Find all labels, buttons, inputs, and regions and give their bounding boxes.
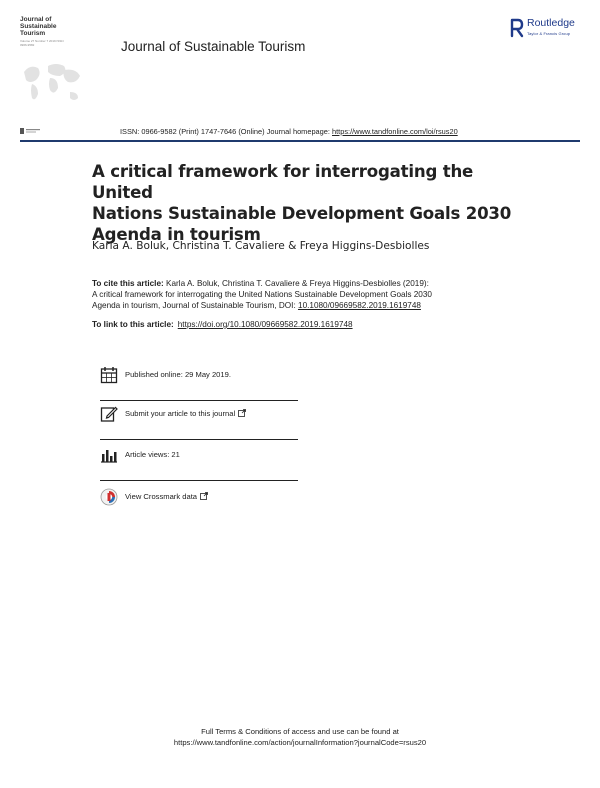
citation-line: A critical framework for interrogating the United Nations Sustainable Development Goals 2030 (92, 290, 432, 299)
terms-footer-line: Full Terms & Conditions of access and use can be found at (201, 727, 399, 736)
article-title-line: A critical framework for interrogating the United (92, 162, 474, 202)
publisher-tagline: Taylor & Francis Group (527, 31, 571, 36)
cover-title-line: Sustainable (20, 23, 57, 30)
bar-chart-icon (100, 446, 118, 464)
citation-block (92, 278, 512, 311)
citation-text: Karla A. Boluk, Christina T. Cavaliere & Freya Higgins-Desbiolles (2019): (163, 279, 429, 288)
citation-line (92, 278, 512, 289)
routledge-logo-icon (510, 18, 524, 38)
header-divider (20, 140, 580, 142)
world-map-image (20, 54, 84, 110)
external-link-icon (200, 492, 208, 500)
doi-link[interactable]: 10.1080/09669582.2019.1619748 (298, 301, 421, 310)
crossmark-row[interactable] (100, 488, 298, 522)
citation-label: To cite this article: (92, 279, 164, 288)
cover-title-line: Tourism (20, 30, 46, 37)
terms-footer-url[interactable]: https://www.tandfonline.com/action/journalInformation?journalCode=rsus20 (173, 738, 427, 747)
cover-subtitle: Volume 27 Number 7 2019 ISSN 0966-9582 (20, 39, 64, 47)
published-online-text: Published online: 29 May 2019. (125, 370, 231, 379)
submit-article-label: Submit your article to this journal (125, 409, 236, 418)
article-views-text: Article views: 21 (125, 450, 180, 459)
calendar-icon (100, 366, 118, 384)
crossmark-icon (100, 488, 118, 506)
publisher-name: Routledge (527, 17, 575, 29)
issn-text: ISSN: 0966-9582 (Print) 1747-7646 (Online) Journal homepage: (120, 127, 332, 136)
article-title-line: Agenda in tourism (92, 225, 261, 244)
journal-homepage-link[interactable]: https://www.tandfonline.com/loi/rsus20 (332, 127, 458, 136)
journal-name: Journal of Sustainable Tourism (121, 39, 306, 54)
article-doi-url-link[interactable]: https://doi.org/10.1080/09669582.2019.1619748 (177, 320, 353, 329)
article-title (92, 161, 522, 245)
citation-text: Agenda in tourism, Journal of Sustainable Tourism, DOI: (92, 301, 299, 310)
edit-icon (100, 405, 118, 423)
external-link-icon (238, 409, 246, 417)
submit-article-row[interactable] (100, 405, 298, 440)
journal-cover (20, 16, 88, 134)
submit-article-link[interactable] (125, 409, 246, 418)
cover-publisher-logo (20, 128, 42, 134)
published-online-row (100, 366, 298, 401)
terms-footer (0, 726, 600, 748)
article-link-line (92, 320, 353, 329)
article-title-line: Nations Sustainable Development Goals 2030 (92, 204, 512, 223)
issn-line (120, 127, 458, 136)
cover-title-line: Journal of (20, 16, 52, 23)
article-views-row (100, 446, 298, 481)
crossmark-label: View Crossmark data (125, 492, 198, 501)
article-authors: Karla A. Boluk, Christina T. Cavaliere & Freya Higgins-Desbiolles (92, 240, 430, 252)
citation-line (92, 300, 512, 311)
crossmark-link[interactable] (125, 492, 208, 501)
cover-title (20, 16, 80, 37)
article-link-label: To link to this article: (92, 320, 174, 329)
